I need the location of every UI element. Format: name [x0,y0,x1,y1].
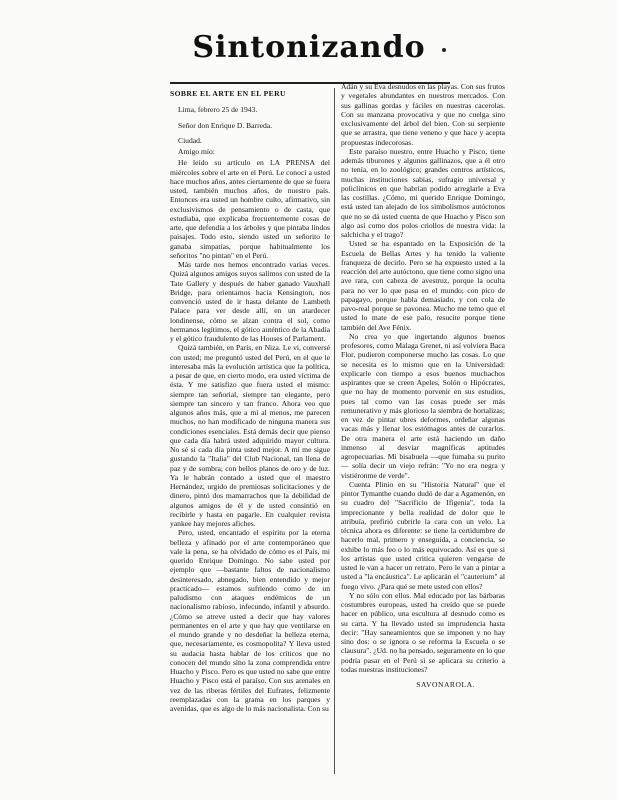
title-ink-dot [442,48,446,52]
city-line: Ciudad. [178,135,202,145]
column-divider [334,88,335,774]
body-paragraph: Usted se ha espantado en la Exposición de la Escuela de Bellas Artes y ha tenido la valiente franqueza de decirlo. Pero se ha expuesto usted a la reacción del arte autóctono, que tiene como signo una ave rara, con cabeza de avestruz, porque la oculta para no ver lo que pasa en el mundo; con pico de papagayo, porque habla demasiado, y con cola de pavo-real porque se pavonea. Mucho me temo que el usted lo mate de ese palo, resucite porque tiene también del Ave Fénix. [341,239,505,332]
greeting-line: Amigo mío: [178,147,215,156]
body-paragraph: Más tarde nos hemos encontrado varias veces. Quizá algunos amigos suyos salimos con usted de la Tate Gallery y después de haber ganado Vauxhall Bridge, para orientarnos hacia Kensington, nos convenció usted de ir hasta delante de Lambeth Palace para ver desde allí, en un atardecer londinense, cómo se alzan contra el sol, como hermanos legítimos, el gótico auténtico de la Abadía y el gótico fraudulento de las Houses of Parlament. [170,260,330,343]
continued-paragraph: Adán y su Eva desnudos en las playas. Con sus frutos y vegetales abundantes en nuestros mercados. Con sus gallinas gordas y fáciles en nuestras cacerolas. Con su manzana provocativa y que no cuelga sino exclusivamente del árbol del bien. Con su serpiente que se arrastra, que tiene veneno y que hace y acepta propuestas indecorosas. [341,82,505,147]
addressee: Señor don Enrique D. Barreda. [178,120,273,130]
body-paragraph: Cuenta Plinio en su "Historia Natural" que el pintor Tymanthe cuando dudó de dar a Agamenón, en su cuadro del "Sacrificio de Ifigenia", toda la imprecionante y bella realidad de dolor que le atribuía, prefirió cubrirle la cara con un velo. La técnica ahora es diferente: se tiene la certidumbre de hacerlo mal, primero y enseguida, a conciencia, se exhibe lo más feo o lo más equivocado. Así es que si los artistas que usted critica quieren vengarse de usted le van a hacer un retrato. Pero le van a pintar a usted a "la encáustica". Le aplicarán el "cauterium" al fuego vivo. ¿Para qué se mete usted con ellos? [341,479,505,591]
body-paragraph: He leído su artículo en LA PRENSA del miércoles sobre el arte en el Perú. Le conocí a usted hace muchos años, antes ciertamente de que se fuera usted, también muchos años, de nuestro país. Entonces era usted un hombre culto, afirmativo, sin exclusivismos de pensamiento o de casta, que estudiaba, que explicaba frecuentemente cosas de arte, que defendía a los árboles y que pintaba lindos paisajes. Todo esto, siendo usted un señorito le ganaba simpatías, porque habitualmente los señoritos "no pintan" en el Perú. [170,158,330,260]
signature: SAVONAROLA. [416,680,475,689]
column-title: Sintonizando [192,30,426,65]
article-headline: SOBRE EL ARTE EN EL PERU [170,89,286,98]
dateline: Lima, febrero 25 de 1943. [178,105,258,115]
body-paragraph: Este paraíso nuestro, entre Huacho y Pisco, tiene además tiburones y algunos gallinazos, que a él otro no tenía, en lo zoológico; grandes centros artísticos, muchas instituciones sabias, sufragio universal y policlínicos en que habrían podido arreglarle a Eva las costillas. ¿Cómo, mi querido Enrique Domingo, está usted tan alejado de los simbolismos autóctonos que no se dá usted cuenta de que Huacho y Pisco son algo así como dos polos criollos de nuestra vida: la salchicha y el trago? [341,146,505,239]
left-column [170,84,330,713]
right-column [341,82,505,689]
body-paragraph: No crea yo que ingertando algunos buenos profesores, como Malaga Grenet, ni así volviera Baca Flor, pudieron componerse mucho las cosas. Lo que se necesita es lo mismo que en la Universidad: explicarle con tiempo a esos buenos muchachos aspirantes que se creen Apeles, Solón o Hipócrates, que no hay de momento porvenir en sus estudios, pues tal como van las cosas puede ser más remunerativo y más glorioso la siembra de hortalizas; en vez de pintar ubres deformes, ordeñar algunas vacas más y llenar los estómagos antes de curarlos. De otra manera el arte está haciendo un daño inmenso al desviar magníficas aptitudes agropecuarias. Mi bisabuela —que fumaba su purito— solía decir un viejo refrán: "Yo no era negra y vistiéronme de verde". [341,331,505,480]
body-paragraph: Pero, usted, encantado el espíritu por la eterna belleza y afinado por el arte contemporáneo que vale la pena, se ha olvidado de cómo es el País, mi querido Enrique Domingo. No sabe usted por ejemplo que —bastante faltos de nacionalismo desinteresado, abnegado, bien entendido y mejor practicado— estamos sufriendo como de un paludismo con ataques endémicos de un nacionalismo rabioso, infecundo, infantil y absurdo. ¿Cómo se atreve usted a decir que hay valores permanentes en el arte y que hay que ventilarse en el mundo grande y no desdeñar la belleza eterna, que, necesariamente, es cosmopolita? Y lleva usted su audacia hasta hablar de los críticos que no conocen del mundo sino la zona comprendida entre Huacho y Pisco. Pero es que usted no sabe que entre Huacho y Pisco está el paraíso. Con sus arenales en vez de las riberas fértiles del Eufrates, felizmente reemplazadas con la grama en los parques y avenidas, que es algo de lo más nacionalista. Con su [170,528,330,713]
body-paragraph: Quizá también, en París, en Niza. Le vi, conversé con usted; me preguntó usted del Perú, en el que le interesaba más la evolución artística que la política, a pesar de que, en cierto modo, era usted víctima de ésta. Y me satisfizo que fuera usted el mismo: siempre tan señorial, siempre tan elegante, pero siempre tan sincero y tan franco. Ahora veo que algunos años más, que a mí al menos, me parecen muchos, no han modificado de ninguna manera sus condiciones esenciales. Está demás decir que pienso que cada día habrá usted adquirido mayor cultura. No sé si cada día pinta usted mejor. A mí me sigue gustando la "Italia" del Club Nacional, tan llena de paz y de sombra; con bellos planos de oro y de luz. Ya le habrán contado a usted que el maestro Hernández, urgido de premiosas solicitaciones y de dinero, pintó dos mamarrachos que la debilidad de algunos amigos de él y de usted consintió en recibirle y hasta en pagarle. En cualquier revista yankee hay mejores afiches. [170,343,330,528]
body-paragraph: Y no sólo con ellos. Mal educado por las bárbaras costumbres europeas, usted ha creído que se puede hacer en público, una escultura al desnudo como es su carta. Y ha llevado usted su imprudencia hasta decir: "Hay saneamientos que se imponen y no hay sino dos: o se ignora o se reforma la Escuela o se clausura". ¿Ud. no ha pensado, seguramente en lo que podría pasar en el Perú si se aplicara su criterio a todas nuestras instituciones? [341,590,505,674]
